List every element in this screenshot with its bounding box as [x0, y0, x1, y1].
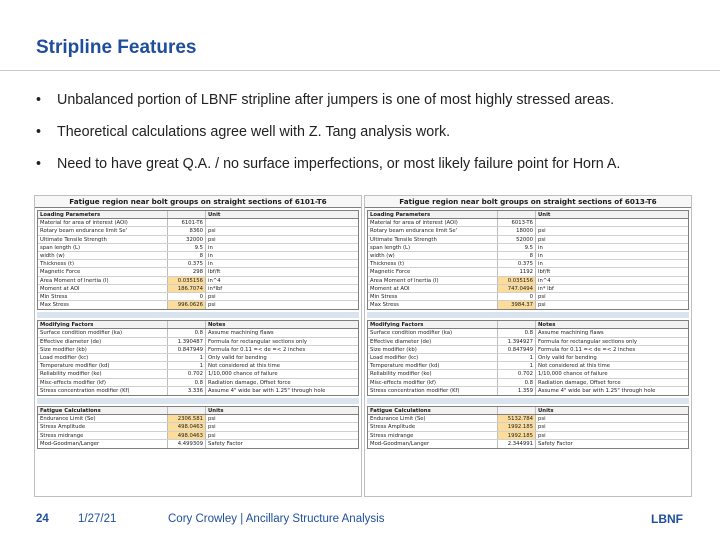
table-row: [38, 415, 358, 423]
row-label: Temperature modifier (kd): [38, 362, 168, 369]
row-label: Reliability modifier (ke): [368, 370, 498, 377]
footer-author: Cory Crowley | Ancillary Structure Analysis: [168, 513, 385, 525]
row-unit: in: [208, 261, 213, 268]
row-value: 52000: [498, 236, 536, 243]
row-label: Area Moment of Inertia (I): [38, 277, 168, 284]
table-row: [368, 236, 688, 244]
section-fatigue: [367, 406, 689, 449]
row-label: Surface condition modifier (ka): [368, 329, 498, 336]
row-value: 0.035156: [498, 277, 536, 284]
table-row: [38, 244, 358, 252]
table-row: [38, 301, 358, 309]
section-gap: [367, 312, 689, 318]
row-label: Max Stress: [38, 301, 168, 309]
table-row: [368, 379, 688, 387]
row-label: Reliability modifier (ke): [38, 370, 168, 377]
row-value: 1.359: [498, 387, 536, 395]
section-loading: [37, 210, 359, 310]
sheet-title: Fatigue region near bolt groups on straight sections of 6101-T6: [35, 196, 361, 208]
row-value: 1992.185: [498, 432, 536, 439]
header-cell: Loading Parameters: [38, 211, 168, 218]
row-unit: psi: [208, 424, 216, 431]
row-unit: psi: [538, 228, 546, 235]
row-value: 0.375: [168, 260, 206, 267]
slide-title: Stripline Features: [36, 37, 197, 58]
table-row: [38, 379, 358, 387]
table-row: [368, 277, 688, 285]
row-unit: [206, 219, 358, 226]
header-cell: Modifying Factors: [368, 321, 498, 328]
row-value: 0.847949: [498, 346, 536, 353]
row-value: 0.8: [168, 329, 206, 336]
section-gap: [37, 398, 359, 404]
row-unit: Radiation damage, Offset force: [538, 379, 621, 386]
row-value: 0: [498, 293, 536, 300]
table-row: [368, 219, 688, 227]
row-value: 298: [168, 268, 206, 275]
row-value: 4.499309: [168, 440, 206, 448]
table-row: [38, 285, 358, 293]
row-value: 0.8: [498, 329, 536, 336]
row-unit: Radiation damage, Offset force: [208, 379, 291, 386]
table-row: [38, 362, 358, 370]
row-unit: psi: [538, 424, 546, 431]
row-unit: psi: [538, 416, 546, 423]
row-unit: Assume machining flaws: [538, 330, 604, 337]
table-row: [38, 293, 358, 301]
header-cell: [168, 407, 206, 414]
row-label: Stress Amplitude: [368, 423, 498, 430]
header-cell: Loading Parameters: [368, 211, 498, 218]
section-header-row: [38, 321, 358, 329]
bullet-list: [36, 92, 706, 188]
table-row: [38, 252, 358, 260]
row-label: Surface condition modifier (ka): [38, 329, 168, 336]
row-value: 0.847949: [168, 346, 206, 353]
row-label: span length (L): [368, 244, 498, 251]
header-cell: Units: [208, 407, 224, 414]
header-cell: [498, 321, 536, 328]
section-fatigue: [37, 406, 359, 449]
table-row: [368, 432, 688, 440]
row-value: 1192: [498, 268, 536, 275]
row-value: 3.336: [168, 387, 206, 395]
row-unit: Assume 4" wide bar with 1.25" through hole: [538, 387, 656, 394]
row-value: 0.035156: [168, 277, 206, 284]
row-value: 5132.784: [498, 415, 536, 422]
table-row: [368, 301, 688, 309]
row-unit: psi: [208, 228, 216, 235]
row-label: Effective diameter (de): [38, 338, 168, 345]
row-label: Size modifier (kb): [368, 346, 498, 353]
table-row: [368, 423, 688, 431]
table-row: [38, 432, 358, 440]
table-row: [368, 268, 688, 276]
row-unit: 1/10,000 chance of failure: [208, 371, 278, 378]
section-header-row: [368, 407, 688, 415]
row-value: 498.0463: [168, 423, 206, 430]
row-value: 8: [498, 252, 536, 259]
table-row: [368, 440, 688, 448]
row-unit: in^4: [208, 277, 221, 284]
row-value: 1992.185: [498, 423, 536, 430]
title-divider: [0, 70, 720, 71]
row-value: 1: [498, 354, 536, 361]
table-row: [368, 387, 688, 395]
row-unit: in: [538, 261, 543, 268]
row-label: Temperature modifier (kd): [368, 362, 498, 369]
row-value: 1.390487: [168, 338, 206, 345]
row-label: Magnetic Force: [38, 268, 168, 275]
table-row: [38, 387, 358, 395]
row-label: Thickness (t): [38, 260, 168, 267]
row-value: 0.375: [498, 260, 536, 267]
row-unit: psi: [538, 293, 546, 300]
table-row: [38, 423, 358, 431]
table-row: [368, 346, 688, 354]
footer-brand: LBNF: [651, 512, 683, 526]
table-row: [38, 346, 358, 354]
row-value: 6013-T6: [498, 219, 536, 226]
table-row: [368, 329, 688, 337]
row-label: Moment at AOI: [38, 285, 168, 292]
page-number: 24: [36, 513, 49, 525]
row-label: Moment at AOI: [368, 285, 498, 292]
table-row: [38, 260, 358, 268]
row-label: width (w): [368, 252, 498, 259]
row-label: Endurance Limit (Se): [38, 415, 168, 422]
row-unit: lbf/ft: [208, 269, 221, 276]
row-unit: Only valid for bending: [538, 355, 597, 361]
row-unit: in*lbf: [208, 285, 223, 292]
row-label: Load modifier (kc): [368, 354, 498, 361]
row-unit: Not considered at this time: [538, 363, 611, 370]
table-row: [38, 354, 358, 362]
row-label: Rotary beam endurance limit Se': [38, 227, 168, 234]
table-row: [368, 338, 688, 346]
row-label: Ultimate Tensile Strength: [368, 236, 498, 243]
row-value: 3984.37: [498, 301, 536, 309]
header-cell: [498, 211, 536, 218]
table-row: [38, 219, 358, 227]
row-label: Ultimate Tensile Strength: [38, 236, 168, 243]
row-label: Endurance Limit (Se): [368, 415, 498, 422]
row-value: 0.702: [498, 370, 536, 377]
row-value: 2306.581: [168, 415, 206, 422]
table-row: [38, 227, 358, 235]
table-row: [368, 244, 688, 252]
table-row: [368, 370, 688, 378]
footer-date: 1/27/21: [78, 513, 117, 525]
row-label: Stress concentration modifier (Kf): [368, 387, 498, 395]
table-row: [368, 227, 688, 235]
row-unit: 1/10,000 chance of failure: [538, 371, 608, 378]
row-value: 8: [168, 252, 206, 259]
row-value: 18000: [498, 227, 536, 234]
row-unit: psi: [538, 236, 546, 243]
row-label: Load modifier (kc): [38, 354, 168, 361]
row-unit: in: [208, 252, 213, 259]
row-unit: Formula for 0.11 =< de =< 2 inches: [538, 346, 636, 353]
table-row: [38, 236, 358, 244]
header-cell: Units: [538, 407, 554, 414]
table-row: [38, 370, 358, 378]
header-cell: Fatigue Calculations: [368, 407, 498, 414]
row-value: 0.8: [498, 379, 536, 386]
row-unit: Only valid for bending: [208, 355, 267, 361]
row-unit: in: [538, 244, 543, 251]
row-value: 8360: [168, 227, 206, 234]
row-unit: Assume machining flaws: [208, 330, 274, 337]
header-cell: Notes: [208, 322, 226, 329]
section-loading: [367, 210, 689, 310]
header-cell: [168, 211, 206, 218]
row-value: 996.0626: [168, 301, 206, 309]
table-row: [38, 329, 358, 337]
section-modifying: [37, 320, 359, 396]
header-cell: Modifying Factors: [38, 321, 168, 328]
row-label: Stress Amplitude: [38, 423, 168, 430]
header-cell: Unit: [208, 212, 221, 218]
row-label: Stress midrange: [368, 432, 498, 439]
row-label: Rotary beam endurance limit Se': [368, 227, 498, 234]
row-unit: in: [208, 244, 213, 251]
row-label: Magnetic Force: [368, 268, 498, 275]
row-value: 747.0494: [498, 285, 536, 292]
table-row: [368, 362, 688, 370]
section-modifying: [367, 320, 689, 396]
row-unit: [536, 219, 688, 226]
row-value: 9.5: [498, 244, 536, 251]
header-cell: Unit: [538, 212, 551, 218]
row-value: 6101-T6: [168, 219, 206, 226]
row-label: Stress midrange: [38, 432, 168, 439]
row-value: 0: [168, 293, 206, 300]
table-row: [38, 268, 358, 276]
section-header-row: [368, 321, 688, 329]
row-label: Min Stress: [38, 293, 168, 300]
table-row: [38, 277, 358, 285]
table-row: [368, 415, 688, 423]
row-unit: psi: [208, 302, 216, 309]
row-label: Effective diameter (de): [368, 338, 498, 345]
row-label: Size modifier (kb): [38, 346, 168, 353]
row-unit: in* lbf: [538, 285, 554, 292]
header-cell: Notes: [538, 322, 556, 329]
row-value: 0.8: [168, 379, 206, 386]
table-row: [38, 338, 358, 346]
fatigue-sheet-6101: [34, 195, 362, 497]
section-gap: [367, 398, 689, 404]
row-value: 186.7074: [168, 285, 206, 292]
row-unit: Formula for 0.11 =< de =< 2 inches: [208, 346, 306, 353]
row-value: 0.702: [168, 370, 206, 377]
row-label: Max Stress: [368, 301, 498, 309]
bullet-text: Unbalanced portion of LBNF stripline after jumpers is one of most highly stressed areas.: [57, 92, 615, 108]
row-unit: psi: [208, 416, 216, 423]
bullet-item: [36, 156, 706, 172]
header-cell: [168, 321, 206, 328]
bullet-text: Need to have great Q.A. / no surface imperfections, or most likely failure point for Horn A.: [57, 156, 621, 172]
row-unit: psi: [208, 293, 216, 300]
row-label: Area Moment of Inertia (I): [368, 277, 498, 284]
section-gap: [37, 312, 359, 318]
row-unit: in^4: [538, 277, 551, 284]
table-row: [38, 440, 358, 448]
row-unit: Not considered at this time: [208, 363, 281, 370]
bullet-glyph: •: [36, 92, 42, 108]
row-value: 1: [168, 362, 206, 369]
row-label: Thickness (t): [368, 260, 498, 267]
row-label: span length (L): [38, 244, 168, 251]
header-cell: [498, 407, 536, 414]
row-label: Misc-effects modifier (kf): [38, 379, 168, 386]
row-value: 498.0463: [168, 432, 206, 439]
row-unit: in: [538, 252, 543, 259]
fatigue-sheet-6013: [364, 195, 692, 497]
row-label: width (w): [38, 252, 168, 259]
table-row: [368, 260, 688, 268]
row-label: Stress concentration modifier (Kf): [38, 387, 168, 395]
table-row: [368, 293, 688, 301]
row-value: 2.344991: [498, 440, 536, 448]
bullet-item: [36, 124, 706, 140]
bullet-text: Theoretical calculations agree well with Z. Tang analysis work.: [57, 124, 451, 140]
row-value: 1.394927: [498, 338, 536, 345]
row-label: Mod-Goodman/Langer: [368, 440, 498, 448]
header-cell: Fatigue Calculations: [38, 407, 168, 414]
bullet-glyph: •: [36, 156, 42, 172]
section-header-row: [38, 407, 358, 415]
row-unit: Safety Factor: [208, 440, 243, 447]
section-header-row: [38, 211, 358, 219]
row-value: 9.5: [168, 244, 206, 251]
row-unit: Formula for rectangular sections only: [208, 338, 308, 345]
row-label: Material for area of interest (AOI): [368, 219, 498, 226]
row-label: Min Stress: [368, 293, 498, 300]
bullet-item: [36, 92, 706, 108]
table-row: [368, 285, 688, 293]
row-unit: Formula for rectangular sections only: [538, 338, 638, 345]
row-unit: Assume 4" wide bar with 1.25" through hole: [208, 387, 326, 394]
row-value: 1: [168, 354, 206, 361]
row-unit: psi: [208, 432, 216, 439]
row-label: Misc-effects modifier (kf): [368, 379, 498, 386]
table-row: [368, 354, 688, 362]
row-value: 32000: [168, 236, 206, 243]
row-unit: lbf/ft: [538, 269, 551, 276]
row-unit: psi: [538, 302, 546, 309]
row-value: 1: [498, 362, 536, 369]
footer: [0, 510, 720, 540]
table-row: [368, 252, 688, 260]
bullet-glyph: •: [36, 124, 42, 140]
row-unit: Safety Factor: [538, 440, 573, 447]
row-label: Mod-Goodman/Langer: [38, 440, 168, 448]
row-label: Material for area of interest (AOI): [38, 219, 168, 226]
section-header-row: [368, 211, 688, 219]
row-unit: psi: [208, 236, 216, 243]
row-unit: psi: [538, 432, 546, 439]
sheet-title: Fatigue region near bolt groups on straight sections of 6013-T6: [365, 196, 691, 208]
